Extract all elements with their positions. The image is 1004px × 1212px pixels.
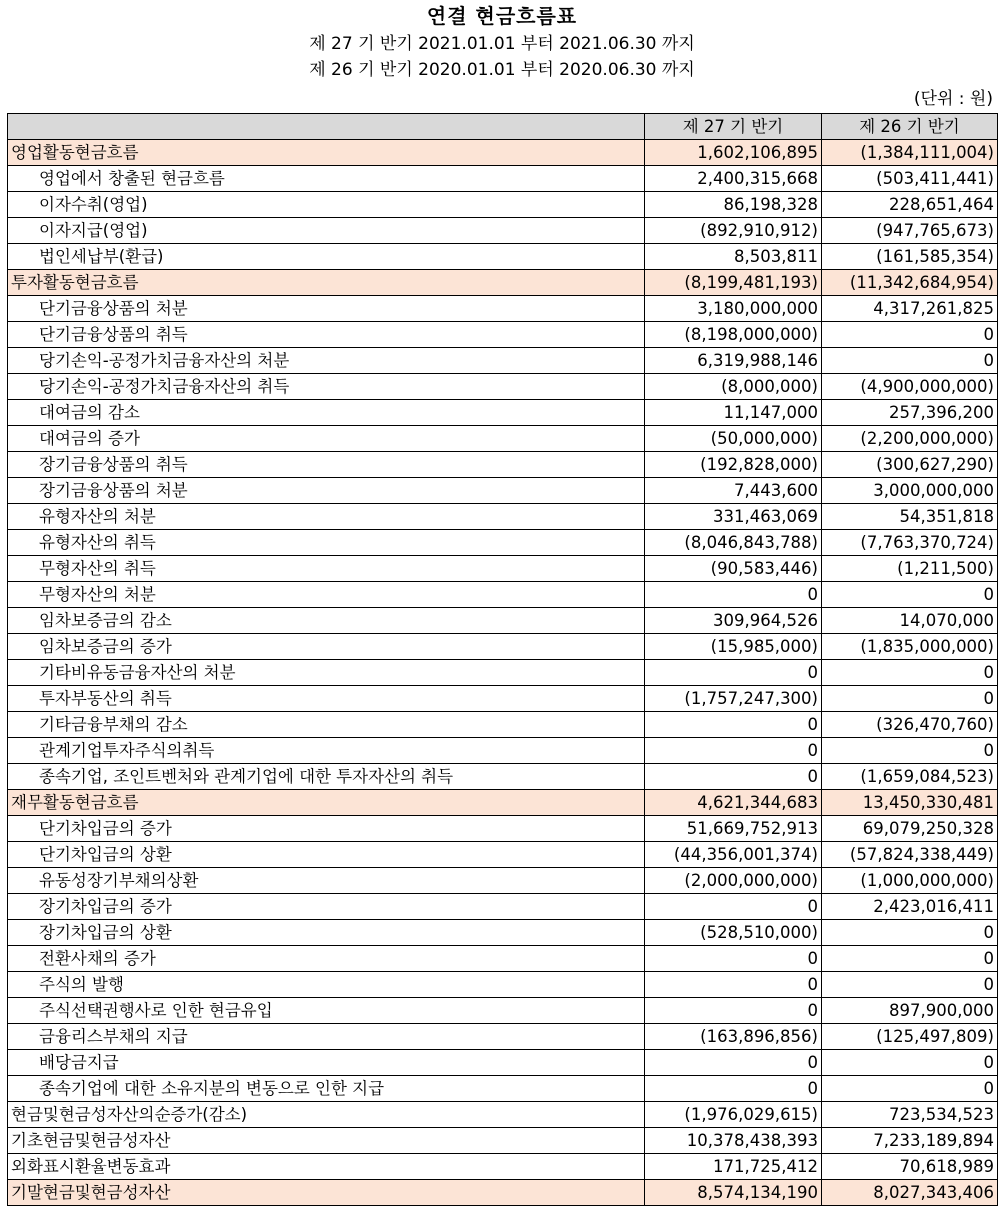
prior-period-value: (7,763,370,724) — [822, 530, 998, 556]
row-label: 유동성장기부채의상환 — [8, 868, 645, 894]
table-row — [8, 166, 998, 192]
current-period-value: (1,757,247,300) — [645, 686, 822, 712]
prior-period-value: 8,027,343,406 — [822, 1180, 998, 1206]
prior-period-value: 7,233,189,894 — [822, 1128, 998, 1154]
prior-period-value: 14,070,000 — [822, 608, 998, 634]
row-label: 주식의 발행 — [8, 972, 645, 998]
table-row — [8, 634, 998, 660]
table-header-row — [8, 114, 998, 140]
row-label: 장기금융상품의 취득 — [8, 452, 645, 478]
prior-period-value: (2,200,000,000) — [822, 426, 998, 452]
current-period-value: 3,180,000,000 — [645, 296, 822, 322]
current-period-value: 0 — [645, 764, 822, 790]
current-period-value: 0 — [645, 972, 822, 998]
prior-period-value: 0 — [822, 1050, 998, 1076]
row-label: 이자지급(영업) — [8, 218, 645, 244]
row-label: 영업활동현금흐름 — [8, 140, 645, 166]
row-label: 무형자산의 처분 — [8, 582, 645, 608]
table-row — [8, 764, 998, 790]
table-row — [8, 452, 998, 478]
prior-period-value: 2,423,016,411 — [822, 894, 998, 920]
section-row — [8, 1180, 998, 1206]
current-period-value: 0 — [645, 998, 822, 1024]
table-row — [8, 556, 998, 582]
current-period-value: (8,000,000) — [645, 374, 822, 400]
row-label: 유형자산의 취득 — [8, 530, 645, 556]
prior-period-value: 0 — [822, 946, 998, 972]
current-period-value: (8,199,481,193) — [645, 270, 822, 296]
current-period-value: (15,985,000) — [645, 634, 822, 660]
table-row — [8, 374, 998, 400]
prior-period-value: 0 — [822, 582, 998, 608]
prior-period-value: (1,211,500) — [822, 556, 998, 582]
current-period-value: 0 — [645, 1050, 822, 1076]
cash-flow-table — [7, 113, 998, 1206]
prior-period-value: 723,534,523 — [822, 1102, 998, 1128]
total-row — [8, 1102, 998, 1128]
row-label: 장기금융상품의 처분 — [8, 478, 645, 504]
table-row — [8, 712, 998, 738]
prior-period-value: 69,079,250,328 — [822, 816, 998, 842]
row-label: 관계기업투자주식의취득 — [8, 738, 645, 764]
prior-period-value: (503,411,441) — [822, 166, 998, 192]
row-label: 단기차입금의 상환 — [8, 842, 645, 868]
current-period-value: 0 — [645, 946, 822, 972]
row-label: 재무활동현금흐름 — [8, 790, 645, 816]
row-label: 기초현금및현금성자산 — [8, 1128, 645, 1154]
current-period-value: 10,378,438,393 — [645, 1128, 822, 1154]
total-row — [8, 1128, 998, 1154]
prior-period-value: 228,651,464 — [822, 192, 998, 218]
prior-period-value: (1,835,000,000) — [822, 634, 998, 660]
row-label: 단기금융상품의 처분 — [8, 296, 645, 322]
row-label: 대여금의 증가 — [8, 426, 645, 452]
current-period-value: 0 — [645, 1076, 822, 1102]
current-period-value: 8,503,811 — [645, 244, 822, 270]
current-period: 제 27 기 반기 2021.01.01 부터 2021.06.30 까지 — [309, 34, 695, 54]
row-label: 장기차입금의 증가 — [8, 894, 645, 920]
row-label: 법인세납부(환급) — [8, 244, 645, 270]
prior-period-value: (326,470,760) — [822, 712, 998, 738]
prior-period-value: 0 — [822, 972, 998, 998]
prior-period: 제 26 기 반기 2020.01.01 부터 2020.06.30 까지 — [309, 60, 695, 80]
prior-period-value: 54,351,818 — [822, 504, 998, 530]
current-period-value: 309,964,526 — [645, 608, 822, 634]
current-period-value: 6,319,988,146 — [645, 348, 822, 374]
row-label: 영업에서 창출된 현금흐름 — [8, 166, 645, 192]
table-row — [8, 322, 998, 348]
prior-period-value: (11,342,684,954) — [822, 270, 998, 296]
prior-period-value: 0 — [822, 1076, 998, 1102]
table-row — [8, 738, 998, 764]
current-period-value: (50,000,000) — [645, 426, 822, 452]
prior-period-value: (300,627,290) — [822, 452, 998, 478]
current-period-value: 1,602,106,895 — [645, 140, 822, 166]
current-period-value: (8,046,843,788) — [645, 530, 822, 556]
table-row — [8, 608, 998, 634]
prior-period-value: 0 — [822, 660, 998, 686]
current-period-value: (90,583,446) — [645, 556, 822, 582]
row-label: 기타금융부채의 감소 — [8, 712, 645, 738]
table-row — [8, 920, 998, 946]
prior-period-value: (1,000,000,000) — [822, 868, 998, 894]
row-label: 주식선택권행사로 인한 현금유입 — [8, 998, 645, 1024]
prior-period-value: 3,000,000,000 — [822, 478, 998, 504]
table-row — [8, 998, 998, 1024]
current-period-value: 0 — [645, 582, 822, 608]
table-body — [8, 140, 998, 1206]
prior-period-value: (125,497,809) — [822, 1024, 998, 1050]
row-label: 임차보증금의 감소 — [8, 608, 645, 634]
prior-period-value: (1,384,111,004) — [822, 140, 998, 166]
row-label: 무형자산의 취득 — [8, 556, 645, 582]
section-row — [8, 140, 998, 166]
table-row — [8, 660, 998, 686]
row-label: 당기손익-공정가치금융자산의 처분 — [8, 348, 645, 374]
current-period-value: 8,574,134,190 — [645, 1180, 822, 1206]
row-label: 현금및현금성자산의순증가(감소) — [8, 1102, 645, 1128]
row-label: 기타비유동금융자산의 처분 — [8, 660, 645, 686]
current-period-value: 0 — [645, 738, 822, 764]
table-row — [8, 894, 998, 920]
row-label: 유형자산의 처분 — [8, 504, 645, 530]
section-row — [8, 270, 998, 296]
prior-period-value: (947,765,673) — [822, 218, 998, 244]
current-period-value: 0 — [645, 712, 822, 738]
table-row — [8, 478, 998, 504]
row-label: 투자활동현금흐름 — [8, 270, 645, 296]
header-current-period: 제 27 기 반기 — [645, 114, 822, 140]
prior-period-value: 0 — [822, 322, 998, 348]
row-label: 당기손익-공정가치금융자산의 취득 — [8, 374, 645, 400]
row-label: 배당금지급 — [8, 1050, 645, 1076]
prior-period-value: 257,396,200 — [822, 400, 998, 426]
current-period-value: (1,976,029,615) — [645, 1102, 822, 1128]
current-period-value: 0 — [645, 894, 822, 920]
row-label: 종속기업에 대한 소유지분의 변동으로 인한 지급 — [8, 1076, 645, 1102]
prior-period-value: 13,450,330,481 — [822, 790, 998, 816]
prior-period-value: (1,659,084,523) — [822, 764, 998, 790]
row-label: 이자수취(영업) — [8, 192, 645, 218]
table-row — [8, 296, 998, 322]
unit-label: (단위 : 원) — [913, 89, 993, 109]
current-period-value: (8,198,000,000) — [645, 322, 822, 348]
row-label: 대여금의 감소 — [8, 400, 645, 426]
row-label: 금융리스부채의 지급 — [8, 1024, 645, 1050]
prior-period-value: 0 — [822, 348, 998, 374]
current-period-value: 51,669,752,913 — [645, 816, 822, 842]
row-label: 기말현금및현금성자산 — [8, 1180, 645, 1206]
current-period-value: 0 — [645, 660, 822, 686]
prior-period-value: (4,900,000,000) — [822, 374, 998, 400]
row-label: 전환사채의 증가 — [8, 946, 645, 972]
current-period-value: (528,510,000) — [645, 920, 822, 946]
table-row — [8, 348, 998, 374]
current-period-value: 7,443,600 — [645, 478, 822, 504]
table-row — [8, 400, 998, 426]
current-period-value: 171,725,412 — [645, 1154, 822, 1180]
prior-period-value: 4,317,261,825 — [822, 296, 998, 322]
prior-period-value: 897,900,000 — [822, 998, 998, 1024]
table-row — [8, 244, 998, 270]
current-period-value: 2,400,315,668 — [645, 166, 822, 192]
current-period-value: (163,896,856) — [645, 1024, 822, 1050]
prior-period-value: (57,824,338,449) — [822, 842, 998, 868]
prior-period-value: 0 — [822, 686, 998, 712]
row-label: 단기금융상품의 취득 — [8, 322, 645, 348]
current-period-value: (892,910,912) — [645, 218, 822, 244]
table-row — [8, 868, 998, 894]
row-label: 임차보증금의 증가 — [8, 634, 645, 660]
table-row — [8, 504, 998, 530]
table-row — [8, 1076, 998, 1102]
row-label: 종속기업, 조인트벤처와 관계기업에 대한 투자자산의 취득 — [8, 764, 645, 790]
current-period-value: 4,621,344,683 — [645, 790, 822, 816]
header-label — [8, 114, 645, 140]
table-row — [8, 192, 998, 218]
prior-period-value: 70,618,989 — [822, 1154, 998, 1180]
row-label: 외화표시환율변동효과 — [8, 1154, 645, 1180]
table-row — [8, 218, 998, 244]
page-title: 연결 현금흐름표 — [426, 4, 578, 28]
current-period-value: (44,356,001,374) — [645, 842, 822, 868]
current-period-value: 331,463,069 — [645, 504, 822, 530]
table-row — [8, 530, 998, 556]
table-row — [8, 1024, 998, 1050]
total-row — [8, 1154, 998, 1180]
row-label: 장기차입금의 상환 — [8, 920, 645, 946]
table-row — [8, 426, 998, 452]
table-row — [8, 686, 998, 712]
current-period-value: 86,198,328 — [645, 192, 822, 218]
table-row — [8, 1050, 998, 1076]
table-row — [8, 946, 998, 972]
row-label: 단기차입금의 증가 — [8, 816, 645, 842]
table-row — [8, 842, 998, 868]
current-period-value: (2,000,000,000) — [645, 868, 822, 894]
prior-period-value: (161,585,354) — [822, 244, 998, 270]
current-period-value: 11,147,000 — [645, 400, 822, 426]
table-row — [8, 972, 998, 998]
row-label: 투자부동산의 취득 — [8, 686, 645, 712]
current-period-value: (192,828,000) — [645, 452, 822, 478]
header-prior-period: 제 26 기 반기 — [822, 114, 998, 140]
prior-period-value: 0 — [822, 738, 998, 764]
section-row — [8, 790, 998, 816]
table-row — [8, 816, 998, 842]
table-row — [8, 582, 998, 608]
prior-period-value: 0 — [822, 920, 998, 946]
